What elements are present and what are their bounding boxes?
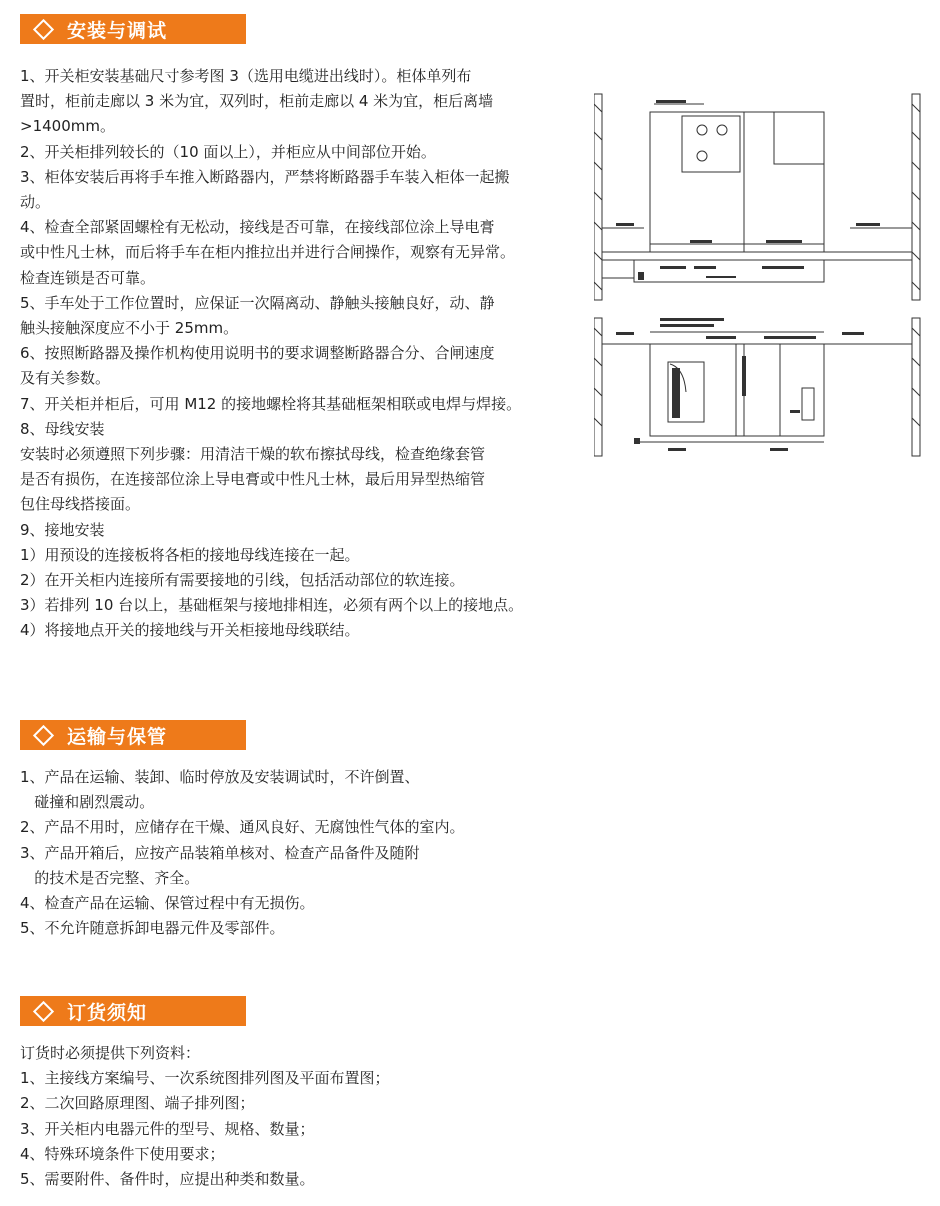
ordering-text — [20, 1041, 390, 1192]
installation-drawing — [594, 92, 922, 464]
text-line: 1、主接线方案编号、一次系统图排列图及平面布置图； — [20, 1069, 390, 1088]
section-header-ordering — [20, 996, 246, 1026]
text-line: 包住母线搭接面。 — [20, 495, 141, 514]
text-line: 3、柜体安装后再将手车推入断路器内，严禁将断路器手车装入柜体一起搬 — [20, 167, 510, 186]
diamond-icon — [33, 1000, 54, 1021]
text-line: 3、产品开箱后，应按产品装箱单核对、检查产品备件及随附 — [20, 843, 420, 862]
section-title: 运输与保管 — [67, 725, 168, 748]
installation-drawing-svg — [594, 92, 922, 460]
text-line: 4、检查全部紧固螺栓有无松动，接线是否可靠，在接线部位涂上导电膏 — [20, 218, 495, 237]
text-line: 置时，柜前走廊以 3 米为宜，双列时，柜前走廊以 4 米为宜，柜后离墙 — [20, 92, 494, 111]
text-line: 1、产品在运输、装卸、临时停放及安装调试时，不许倒置、 — [20, 768, 420, 786]
text-line: 6、按照断路器及操作机构使用说明书的要求调整断路器合分、合闸速度 — [20, 344, 495, 363]
text-line: 安装时必须遵照下列步骤：用清洁干燥的软布擦拭母线，检查绝缘套管 — [20, 445, 486, 464]
text-line: 是否有损伤，在连接部位涂上导电膏或中性凡士林，最后用异型热缩管 — [20, 470, 486, 489]
section-header-installation — [20, 14, 246, 44]
text-line: 触头接触深度应不小于 25mm。 — [20, 319, 239, 338]
text-line: 7、开关柜并柜后，可用 M12 的接地螺栓将其基础框架相联或电焊与焊接。 — [20, 394, 522, 413]
text-line: 2、开关柜排列较长的（10 面以上），并柜应从中间部位开始。 — [20, 142, 436, 161]
transport-storage-text — [20, 765, 465, 941]
text-line: 3）若排列 10 台以上，基础框架与接地排相连，必须有两个以上的接地点。 — [20, 596, 524, 615]
text-line: 2、产品不用时，应储存在干燥、通风良好、无腐蚀性气体的室内。 — [20, 818, 465, 837]
installation-text — [20, 64, 523, 644]
text-line: 4）将接地点开关的接地线与开关柜接地母线联结。 — [20, 621, 360, 640]
section-header-transport-storage — [20, 720, 246, 750]
section-title: 订货须知 — [67, 1001, 148, 1024]
text-line: 5、需要附件、备件时，应提出种类和数量。 — [20, 1170, 315, 1189]
foundation — [634, 260, 824, 282]
text-line: 1、开关柜安装基础尺寸参考图 3（选用电缆进出线时）。柜体单列布 — [20, 67, 472, 85]
text-line: >1400mm。 — [20, 117, 115, 136]
text-line: 5、手车处于工作位置时，应保证一次隔离动、静触头接触良好，动、静 — [20, 293, 495, 312]
right-wall-side — [912, 318, 920, 456]
text-line: 动。 — [20, 193, 51, 212]
text-line: 检查连锁是否可靠。 — [20, 268, 156, 287]
text-line: 1）用预设的连接板将各柜的接地母线连接在一起。 — [20, 545, 360, 564]
text-line: 9、接地安装 — [20, 520, 105, 539]
text-line: 4、检查产品在运输、保管过程中有无损伤。 — [20, 894, 315, 913]
left-wall-side — [594, 318, 602, 456]
text-line: 或中性凡士林，而后将手车在柜内推拉出并进行合闸操作，观察有无异常。 — [20, 243, 516, 262]
text-line: 2）在开关柜内连接所有需要接地的引线，包括活动部位的软连接。 — [20, 571, 465, 590]
text-line: 3、开关柜内电器元件的型号、规格、数量； — [20, 1119, 315, 1138]
diamond-icon — [33, 18, 54, 39]
diamond-icon — [33, 724, 54, 745]
text-line: 5、不允许随意拆卸电器元件及零部件。 — [20, 919, 285, 938]
text-line: 碰撞和剧烈震动。 — [20, 793, 155, 812]
right-wall-top — [912, 94, 920, 300]
text-line: 4、特殊环境条件下使用要求； — [20, 1144, 225, 1163]
text-line: 2、二次回路原理图、端子排列图； — [20, 1094, 255, 1113]
cabinet-plan — [650, 112, 824, 252]
text-line: 及有关参数。 — [20, 369, 111, 388]
text-line: 订货时必须提供下列资料： — [20, 1044, 201, 1062]
cable-support — [672, 368, 680, 418]
text-line: 8、母线安装 — [20, 419, 105, 438]
text-line: 的技术是否完整、齐全。 — [20, 868, 200, 887]
section-title: 安装与调试 — [67, 19, 168, 42]
left-wall-top — [594, 94, 602, 300]
